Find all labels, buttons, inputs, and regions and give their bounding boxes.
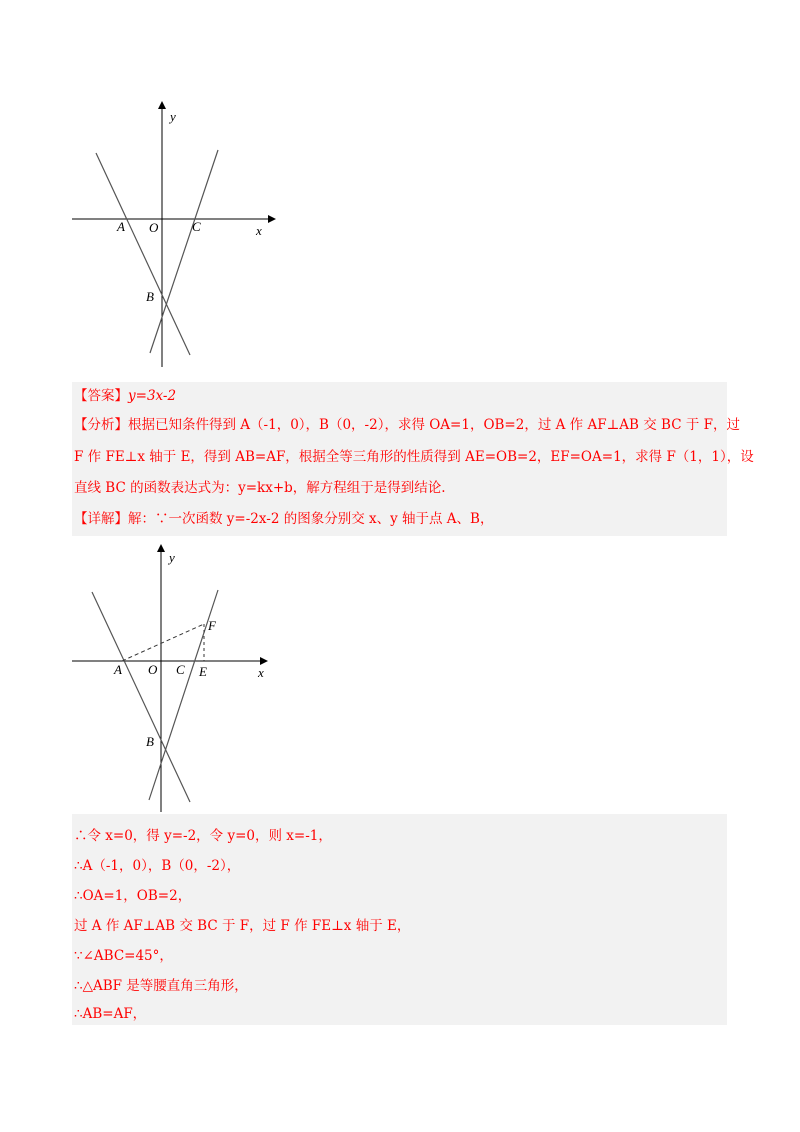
- answer-line: [74, 386, 726, 406]
- analysis-line-1: [74, 415, 740, 435]
- step-line-3: ∴OA=1，OB=2，: [74, 888, 192, 904]
- label-B: B: [146, 734, 154, 749]
- detail-tag: 【详解】: [74, 511, 128, 527]
- label-O: O: [149, 220, 159, 235]
- analysis-line-2: [74, 447, 754, 467]
- label-A: A: [114, 662, 122, 677]
- step-line-4: 过 A 作 AF⊥AB 交 BC 于 F，过 F 作 FE⊥x 轴于 E，: [74, 918, 411, 934]
- step-line-5: ∵∠ABC=45°，: [74, 948, 173, 964]
- line-BC: [150, 150, 218, 353]
- figure-2-graph: [72, 540, 270, 814]
- step-line-1: ∴令 x=0，得 y=-2，令 y=0，则 x=-1，: [74, 828, 332, 844]
- figure-1-svg: [70, 95, 280, 370]
- label-O: O: [148, 662, 158, 677]
- label-B: B: [146, 289, 154, 304]
- x-axis-arrow-icon: [260, 657, 268, 665]
- figure-1-graph: [70, 95, 280, 370]
- dashed-AF: [122, 624, 204, 661]
- step-line-2: ∴A（-1，0），B（0，-2），: [74, 858, 241, 874]
- answer-tag: 【答案】: [74, 388, 128, 404]
- step-line-7: ∴AB=AF，: [74, 1006, 147, 1022]
- answer-text: y=3x-2: [128, 388, 177, 404]
- line-AB: [96, 153, 190, 355]
- analysis-text-2: F 作 FE⊥x 轴于 E，得到 AB=AF，根据全等三角形的性质得到 AE=OB=2，EF=OA=1，求得 F（1，1），设: [74, 449, 754, 465]
- label-x: x: [258, 665, 264, 680]
- analysis-text-1: 根据已知条件得到 A（-1，0），B（0，-2），求得 OA=1，OB=2，过 A 作 AF⊥AB 交 BC 于 F，过: [128, 417, 740, 433]
- analysis-tag: 【分析】: [74, 417, 128, 433]
- x-axis-arrow-icon: [268, 215, 276, 223]
- detail-line: [74, 509, 726, 529]
- y-axis-arrow-icon: [157, 544, 165, 552]
- y-axis-arrow-icon: [158, 101, 166, 109]
- label-A: A: [117, 219, 125, 234]
- detail-intro: 解：∵一次函数 y=-2x-2 的图象分别交 x、y 轴于点 A、B，: [128, 511, 494, 527]
- figure-2-svg: [72, 540, 270, 814]
- label-x: x: [256, 223, 262, 238]
- analysis-line-3: [74, 478, 726, 498]
- label-F: F: [208, 618, 216, 633]
- line-AB: [92, 592, 190, 802]
- label-C: C: [176, 662, 185, 677]
- label-y: y: [170, 109, 176, 124]
- label-E: E: [199, 664, 207, 679]
- label-y: y: [169, 550, 175, 565]
- label-C: C: [192, 219, 201, 234]
- step-line-6: ∴△ABF 是等腰直角三角形，: [74, 978, 248, 994]
- analysis-text-3: 直线 BC 的函数表达式为：y=kx+b，解方程组于是得到结论.: [74, 480, 446, 496]
